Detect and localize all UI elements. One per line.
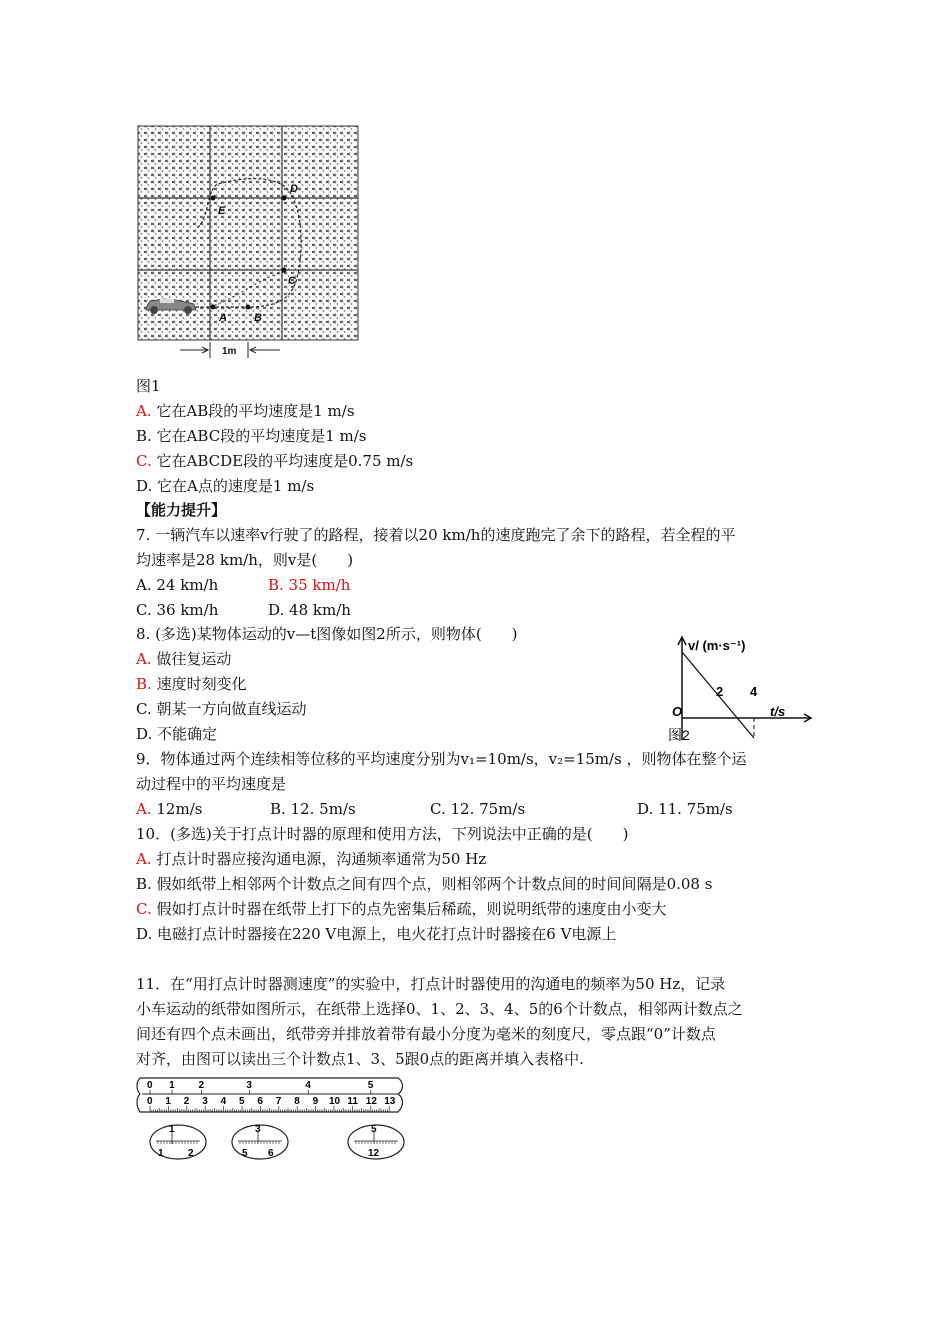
q7-stem-line1: 7. 一辆汽车以速率v行驶了的路程，接着以20 km/h的速度跑完了余下的路程，若全程的平 [136, 526, 736, 544]
q8-stem: 8. (多选)某物体运动的v—t图像如图2所示，则物体( ) [136, 625, 518, 643]
svg-text:D: D [290, 183, 298, 195]
svg-text:t/s: t/s [770, 704, 786, 719]
tape-ruler-figure [136, 1072, 408, 1164]
ruler-label: 10 [329, 1096, 341, 1107]
q8-option-b: B. 速度时刻变化 [136, 675, 247, 693]
svg-text:2: 2 [716, 684, 724, 699]
svg-text:v/ (m·s⁻¹): v/ (m·s⁻¹) [688, 638, 746, 653]
svg-text:B: B [254, 312, 262, 324]
figure-1-caption: 图1 [136, 377, 161, 395]
svg-text:5: 5 [242, 1148, 248, 1159]
q10-option-b: B. 假如纸带上相邻两个计数点之间有四个点，则相邻两个计数点间的时间间隔是0.08 s [136, 875, 713, 893]
ruler-label: 8 [294, 1096, 300, 1107]
svg-text:1m: 1m [222, 346, 237, 357]
q7-option-d: D. 48 km/h [268, 601, 351, 619]
svg-text:2: 2 [188, 1148, 194, 1159]
count-point-label: 3 [246, 1080, 252, 1091]
q11-line2: 小车运动的纸带如图所示，在纸带上选择0、1、2、3、4、5的6个计数点，相邻两计数点之 [136, 1000, 743, 1018]
q7-stem-line2: 均速率是28 km/h，则v是( ) [136, 551, 354, 569]
count-point-label: 5 [367, 1080, 374, 1091]
svg-text:4: 4 [750, 684, 758, 699]
ruler-label: 7 [275, 1096, 282, 1107]
q9-option-c: C. 12. 75m/s [430, 800, 526, 818]
svg-text:O: O [672, 704, 683, 719]
ruler-label: 0 [147, 1096, 153, 1107]
count-point-label: 1 [169, 1080, 175, 1091]
svg-text:1: 1 [169, 1124, 175, 1135]
svg-text:A: A [219, 312, 227, 324]
q10-stem: 10．(多选)关于打点计时器的原理和使用方法，下列说法中正确的是( ) [136, 825, 629, 843]
count-point-label: 2 [198, 1080, 205, 1091]
q11-line3: 间还有四个点未画出，纸带旁并排放着带有最小分度为毫米的刻度尺，零点跟“0”计数点 [136, 1025, 716, 1043]
ruler-label: 2 [183, 1096, 190, 1107]
ruler-label: 3 [202, 1096, 208, 1107]
svg-text:1: 1 [158, 1148, 164, 1159]
q11-line1: 11．在“用打点计时器测速度”的实验中，打点计时器使用的沟通电的频率为50 Hz，记录 [136, 975, 726, 993]
q6-option-d: D. 它在A点的速度是1 m/s [136, 477, 315, 495]
figure-1-track-grid [136, 124, 366, 364]
q11-line4: 对齐，由图可以读出三个计数点1、3、5跟0点的距离并填入表格中. [136, 1050, 584, 1068]
ruler-label: 9 [312, 1096, 319, 1107]
count-point-label: 4 [305, 1080, 311, 1091]
ruler-label: 4 [220, 1096, 227, 1107]
count-point-label: 0 [147, 1080, 153, 1091]
q10-option-d: D. 电磁打点计时器接在220 V电源上，电火花打点计时器接在6 V电源上 [136, 925, 617, 943]
q7-option-c: C. 36 km/h [136, 601, 219, 619]
q9-option-b: B. 12. 5m/s [270, 800, 356, 818]
q8-option-c: C. 朝某一方向做直线运动 [136, 700, 307, 718]
ruler-label: 12 [365, 1096, 377, 1107]
svg-text:6: 6 [268, 1148, 274, 1159]
ruler-label: 6 [257, 1096, 263, 1107]
q9-stem-line2: 动过程中的平均速度是 [136, 775, 287, 793]
q9-option-d: D. 11. 75m/s [637, 800, 733, 818]
ruler-label: 13 [384, 1096, 396, 1107]
ruler-label: 11 [347, 1096, 358, 1107]
q7-option-a: A. 24 km/h [136, 576, 219, 594]
svg-text:12: 12 [368, 1148, 380, 1159]
q10-option-c: C. 假如打点计时器在纸带上打下的点先密集后稀疏，则说明纸带的速度由小变大 [136, 900, 667, 918]
svg-text:3: 3 [255, 1124, 261, 1135]
figure-2-vt-graph [660, 630, 820, 745]
q6-option-c: C. 它在ABCDE段的平均速度是0.75 m/s [136, 452, 414, 470]
svg-text:E: E [218, 205, 226, 217]
ruler-label: 1 [165, 1096, 171, 1107]
q6-option-a: A. 它在AB段的平均速度是1 m/s [136, 402, 355, 420]
q10-option-a: A. 打点计时器应接沟通电源，沟通频率通常为50 Hz [136, 850, 487, 868]
q7-option-b: B. 35 km/h [268, 576, 351, 594]
q8-option-d: D. 不能确定 [136, 725, 218, 743]
svg-text:C: C [288, 275, 296, 287]
q9-stem-line1: 9．物体通过两个连续相等位移的平均速度分别为v₁=10m/s，v₂=15m/s ，则物体在整个运 [136, 750, 747, 768]
section-title: 【能力提升】 [136, 501, 227, 519]
q8-option-a: A. 做往复运动 [136, 650, 232, 668]
svg-text:5: 5 [371, 1124, 377, 1135]
svg-text:图2: 图2 [668, 727, 690, 743]
q9-option-a: A. 12m/s [136, 800, 203, 818]
ruler-label: 5 [239, 1096, 245, 1107]
q6-option-b: B. 它在ABC段的平均速度是1 m/s [136, 427, 367, 445]
